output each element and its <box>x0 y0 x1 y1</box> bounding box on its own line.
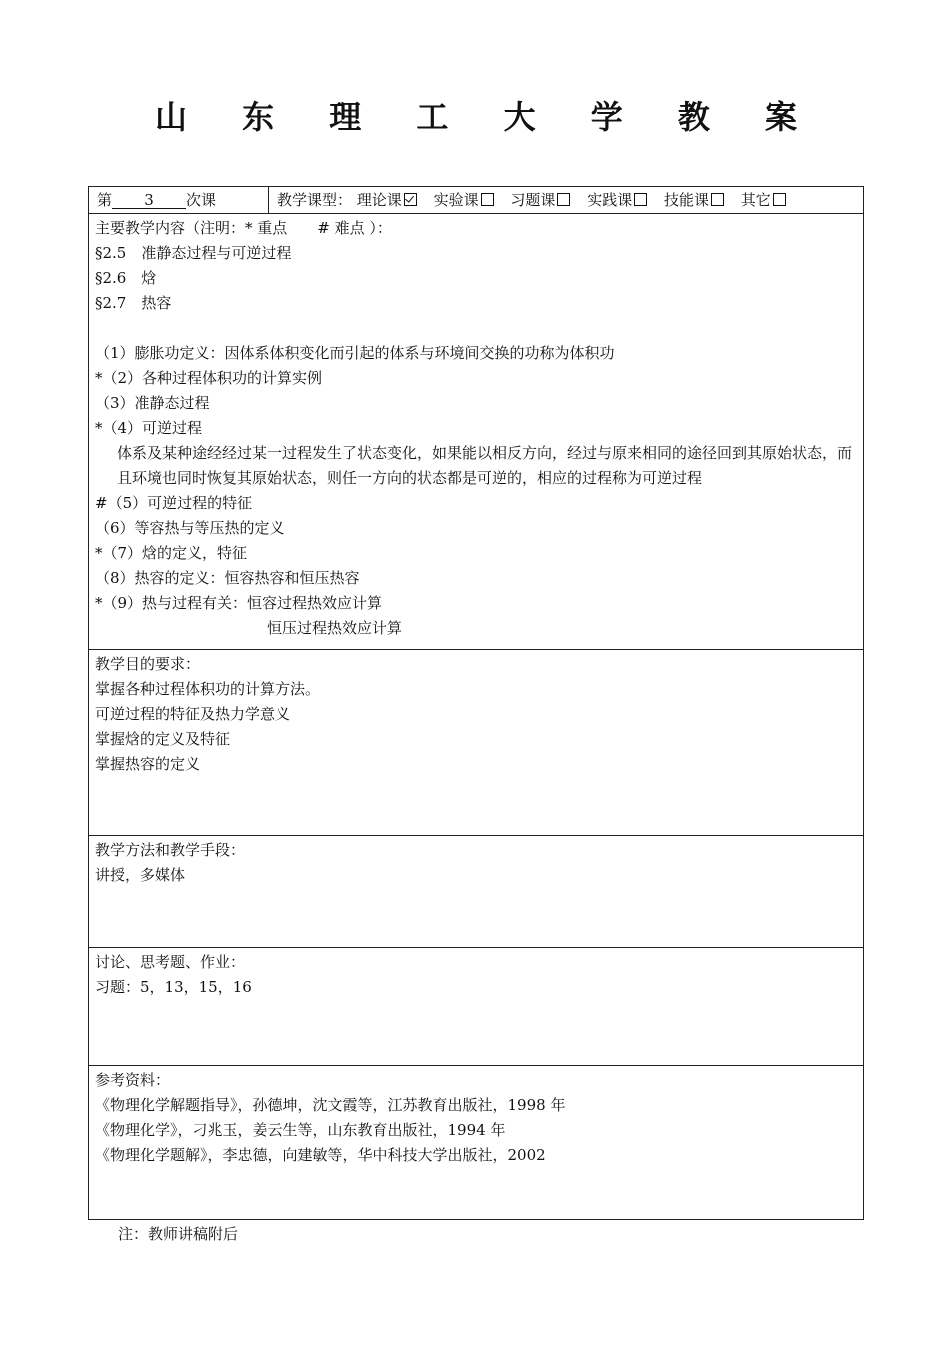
homework-heading: 讨论、思考题、作业： <box>95 953 246 971</box>
lesson-prefix: 第 <box>97 191 113 209</box>
lesson-suffix: 次课 <box>186 191 217 209</box>
type-option-other[interactable] <box>741 191 786 209</box>
section-line: §2.5 准静态过程与可逆过程 <box>95 244 292 262</box>
lesson-number-cell <box>89 187 269 213</box>
type-option-exercise[interactable] <box>510 191 570 209</box>
course-type-cell <box>277 187 798 213</box>
reference-line: 《物理化学》，刁兆玉，姜云生等，山东教育出版社，1994 年 <box>95 1121 506 1139</box>
content-subitem: 恒压过程热效应计算 <box>267 619 403 637</box>
type-label: 技能课 <box>663 191 709 209</box>
references-section <box>89 1065 863 1219</box>
objective-line: 掌握各种过程体积功的计算方法。 <box>95 680 321 698</box>
content-item: *（2）各种过程体积功的计算实例 <box>95 369 323 387</box>
type-label: 理论课 <box>356 191 402 209</box>
footnote: 注：教师讲稿附后 <box>118 1225 239 1243</box>
objectives-section <box>89 649 863 835</box>
reversible-process-definition: 体系及某种途经经过某一过程发生了状态变化，如果能以相反方向，经过与原来相同的途径回到其原始状态，而且环境也同时恢复其原始状态，则任一方向的状态都是可逆的，相应的过程称为可逆过程 <box>117 444 853 487</box>
type-option-skill[interactable] <box>664 191 724 209</box>
type-checkbox[interactable] <box>634 193 647 206</box>
type-label: 实验课 <box>433 191 479 209</box>
type-checkbox[interactable] <box>481 193 494 206</box>
content-item: （8）热容的定义：恒容热容和恒压热容 <box>95 569 360 587</box>
content-item: *（9）热与过程有关：恒容过程热效应计算 <box>95 594 383 612</box>
type-option-practice[interactable] <box>587 191 647 209</box>
section-line: §2.6 焓 <box>95 269 157 287</box>
section-line: §2.7 热容 <box>95 294 172 312</box>
content-item: （1）膨胀功定义：因体系体积变化而引起的体系与环境间交换的功称为体积功 <box>95 344 615 362</box>
method-line: 讲授，多媒体 <box>95 866 186 884</box>
content-item: *（4）可逆过程 <box>95 419 203 437</box>
type-label: 习题课 <box>510 191 556 209</box>
page-title: 山 东 理 工 大 学 教 案 <box>155 98 819 136</box>
blank-line <box>89 316 863 341</box>
objective-line: 掌握焓的定义及特征 <box>95 730 231 748</box>
content-item: #（5）可逆过程的特征 <box>95 494 253 512</box>
type-label: 实践课 <box>587 191 633 209</box>
homework-section <box>89 947 863 1065</box>
reference-line: 《物理化学解题指导》，孙德坤，沈文霞等，江苏教育出版社，1998 年 <box>95 1096 566 1114</box>
objective-line: 掌握热容的定义 <box>95 755 201 773</box>
content-item: （3）准静态过程 <box>95 394 210 412</box>
objective-line: 可逆过程的特征及热力学意义 <box>95 705 291 723</box>
type-checkbox[interactable] <box>711 193 724 206</box>
course-type-label: 教学课型： <box>277 191 353 209</box>
content-item: *（7）焓的定义，特征 <box>95 544 248 562</box>
methods-heading: 教学方法和教学手段： <box>95 841 246 859</box>
lesson-plan-form <box>88 186 864 1220</box>
methods-section <box>89 835 863 947</box>
content-section <box>89 213 863 649</box>
header-row <box>89 187 863 213</box>
lesson-number: 3 <box>112 192 186 209</box>
type-option-theory[interactable] <box>357 191 417 209</box>
type-label: 其它 <box>740 191 771 209</box>
type-checkbox[interactable] <box>773 193 786 206</box>
homework-line: 习题：5，13，15，16 <box>95 978 252 996</box>
type-checkbox[interactable] <box>404 193 417 206</box>
objectives-heading: 教学目的要求： <box>95 655 201 673</box>
type-option-lab[interactable] <box>434 191 494 209</box>
content-heading: 主要教学内容（注明：* 重点 # 难点 ）： <box>95 219 392 237</box>
content-item: （6）等容热与等压热的定义 <box>95 519 285 537</box>
references-heading: 参考资料： <box>95 1071 171 1089</box>
type-checkbox[interactable] <box>557 193 570 206</box>
reference-line: 《物理化学题解》，李忠德，向建敏等，华中科技大学出版社，2002 <box>95 1146 546 1164</box>
